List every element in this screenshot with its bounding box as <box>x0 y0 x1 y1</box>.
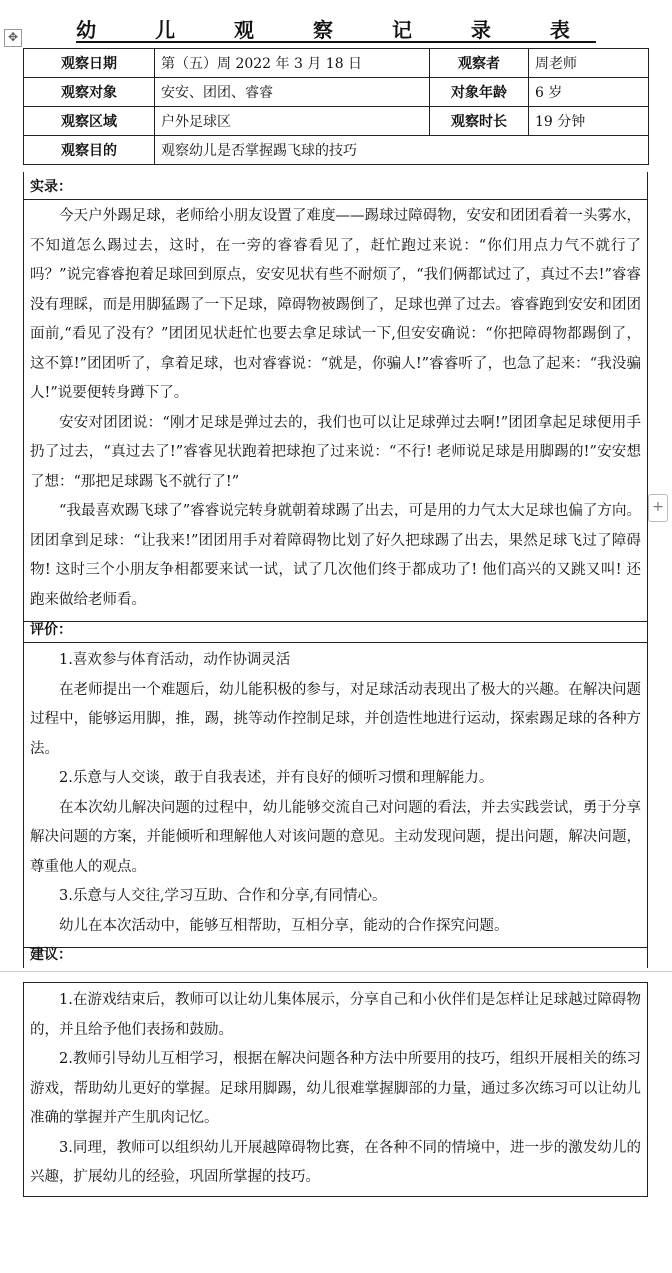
evaluation-paragraph: 2.乐意与人交谈，敢于自我表述，并有良好的倾听习惯和理解能力。 <box>59 770 494 786</box>
record-body[interactable] <box>24 200 647 621</box>
suggestion-body[interactable] <box>24 983 647 1196</box>
evaluation-paragraph: 3.乐意与人交往,学习互助、合作和分享,有同情心。 <box>59 888 387 904</box>
info-table <box>23 48 649 165</box>
suggestion-body-box <box>23 982 648 1197</box>
table-row <box>24 49 649 78</box>
evaluation-paragraph: 1.喜欢参与体育活动，动作协调灵活 <box>59 652 291 668</box>
suggestion-heading: 建议： <box>30 947 72 963</box>
table-row <box>24 136 649 165</box>
record-paragraph: 今天户外踢足球，老师给小朋友设置了难度——踢球过障碍物，安安和团团看着一头雾水，不知道怎么踢过去，这时，在一旁的睿睿看见了，赶忙跑过来说：“你们用点力气不就行了吗？”说完睿睿抱着足球回到原点，安安见状有些不耐烦了，“我们俩都试过了，真过不去!”睿睿没有理睬，而是用脚猛踢了一下足球，障碍物被踢倒了，足球也弹了过去。睿睿跑到安安和团团面前,“看见了没有？”团团见状赶忙也要去拿足球试一下,但安安确说：“你把障碍物都踢倒了，这不算!”团团听了，拿着足球，也对睿睿说：“就是，你骗人!”睿睿听了，也急了起来：“我没骗人!”说要便转身蹲下了。 <box>30 208 641 401</box>
record-heading: 实录： <box>24 172 647 200</box>
page-break-line <box>0 971 672 972</box>
purpose-value[interactable]: 观察幼儿是否掌握踢飞球的技巧 <box>155 136 649 165</box>
duration-label: 观察时长 <box>430 107 529 136</box>
evaluation-paragraph: 在老师提出一个难题后，幼儿能积极的参与，对足球活动表现出了极大的兴趣。在解决问题过程中，能够运用脚，推，踢，挑等动作控制足球，并创造性地进行运动，探索踢足球的各种方法。 <box>30 681 641 757</box>
purpose-label: 观察目的 <box>24 136 155 165</box>
record-paragraph: “我最喜欢踢飞球了”睿睿说完转身就朝着球踢了出去，可是用的力气太大足球也偏了方向。团团拿到足球：“让我来!”团团用手对着障碍物比划了好久把球踢了出去，果然足球飞过了障碍物! 这时三个小朋友争相都要来试一试，试了几次他们终于都成功了! 他们高兴的又跳又叫! 还跑来做给老师看。 <box>30 503 641 608</box>
evaluation-paragraph: 幼儿在本次活动中，能够互相帮助，互相分享，能动的合作探究问题。 <box>59 917 509 934</box>
observer-value[interactable]: 周老师 <box>529 49 649 78</box>
record-paragraph: 安安对团团说：“刚才足球是弹过去的，我们也可以让足球弹过去啊!”团团拿起足球便用手扔了过去，“真过去了!”睿睿见状跑着把球抱了过来说：“不行! 老师说足球是用脚踢的!”安安想了想：“那把足球踢飞不就行了!” <box>30 414 641 490</box>
age-label: 对象年龄 <box>430 78 529 107</box>
area-label: 观察区域 <box>24 107 155 136</box>
evaluation-paragraph: 在本次幼儿解决问题的过程中，幼儿能够交流自己对问题的看法，并去实践尝试，勇于分享解决问题的方案，并能倾听和理解他人对该问题的意见。主动发现问题，提出问题，解决问题，尊重他人的观点。 <box>30 799 641 875</box>
suggestion-paragraph: 3.同理，教师可以组织幼儿开展越障碍物比赛，在各种不同的情境中，进一步的激发幼儿的兴趣，扩展幼儿的经验，巩固所掌握的技巧。 <box>30 1139 641 1185</box>
date-label: 观察日期 <box>24 49 155 78</box>
duration-value[interactable]: 19 分钟 <box>529 107 649 136</box>
evaluation-section <box>23 615 648 948</box>
page-title: 幼 儿 观 察 记 录 表 <box>76 18 596 42</box>
evaluation-heading: 评价： <box>24 615 647 643</box>
suggestion-paragraph: 2.教师引导幼儿互相学习，根据在解决问题各种方法中所要用的技巧，组织开展相关的练习游戏，帮助幼儿更好的掌握。足球用脚踢，幼儿很难掌握脚部的力量，通过多次练习可以让幼儿准确的掌握并产生肌肉记忆。 <box>30 1051 641 1126</box>
observer-label: 观察者 <box>430 49 529 78</box>
table-row <box>24 107 649 136</box>
date-value[interactable]: 第（五）周 2022 年 3 月 18 日 <box>155 49 430 78</box>
add-column-icon[interactable]: + <box>648 494 668 522</box>
suggestion-section <box>23 940 648 968</box>
subject-value[interactable]: 安安、团团、睿睿 <box>155 78 430 107</box>
table-move-icon[interactable]: ✥ <box>4 29 22 47</box>
evaluation-body[interactable] <box>24 643 647 947</box>
suggestion-paragraph: 1.在游戏结束后，教师可以让幼儿集体展示，分享自己和小伙伴们是怎样让足球越过障碍物的，并且给予他们表扬和鼓励。 <box>30 992 641 1038</box>
area-value[interactable]: 户外足球区 <box>155 107 430 136</box>
table-row <box>24 78 649 107</box>
record-section <box>23 172 648 622</box>
subject-label: 观察对象 <box>24 78 155 107</box>
age-value[interactable]: 6 岁 <box>529 78 649 107</box>
